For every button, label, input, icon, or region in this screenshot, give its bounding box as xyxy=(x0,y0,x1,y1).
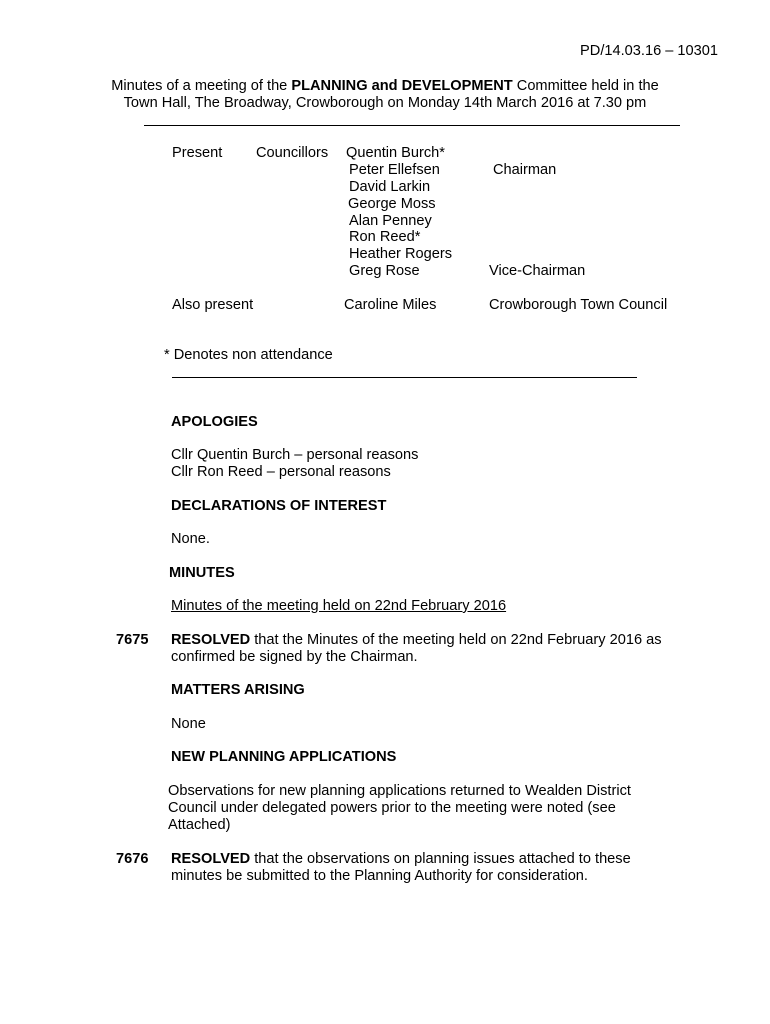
member-name: David Larkin xyxy=(349,179,431,195)
councillors-label: Councillors xyxy=(256,145,329,161)
matters-arising-text: None xyxy=(171,716,206,732)
resolution-text: that the Minutes of the meeting held on 22nd February 2016 as xyxy=(250,632,662,648)
apology-line: Cllr Ron Reed – personal reasons xyxy=(171,464,391,480)
attendance-divider xyxy=(172,377,637,378)
resolved-label: RESOLVED xyxy=(171,851,251,867)
minutes-heading: MINUTES xyxy=(169,565,235,581)
also-present-name: Caroline Miles xyxy=(344,297,437,313)
apology-line: Cllr Quentin Burch – personal reasons xyxy=(171,447,419,463)
committee-name: PLANNING and DEVELOPMENT xyxy=(291,78,513,94)
applications-note-line: Council under delegated powers prior to the meeting were noted (see xyxy=(168,800,616,816)
resolution-7676-line2: minutes be submitted to the Planning Authority for consideration. xyxy=(171,868,588,884)
new-applications-heading: NEW PLANNING APPLICATIONS xyxy=(171,749,397,765)
declarations-heading: DECLARATIONS OF INTEREST xyxy=(171,498,387,514)
member-name: Quentin Burch* xyxy=(346,145,445,161)
member-name: Peter Ellefsen xyxy=(349,162,440,178)
minutes-subheading: Minutes of the meeting held on 22nd February 2016 xyxy=(171,598,507,614)
document-title-line2: Town Hall, The Broadway, Crowborough on Monday 14th March 2016 at 7.30 pm xyxy=(123,95,647,111)
member-name: Ron Reed* xyxy=(349,229,421,245)
item-number: 7675 xyxy=(116,632,149,648)
member-role: Chairman xyxy=(493,162,557,178)
title-divider xyxy=(144,125,680,126)
non-attendance-note: * Denotes non attendance xyxy=(164,347,333,363)
also-present-org: Crowborough Town Council xyxy=(489,297,668,313)
member-name: Alan Penney xyxy=(349,213,432,229)
applications-note-line: Observations for new planning applications returned to Wealden District xyxy=(168,783,631,799)
member-name: Greg Rose xyxy=(349,263,420,279)
member-role: Vice-Chairman xyxy=(489,263,586,279)
resolution-text: that the observations on planning issues attached to these xyxy=(250,851,631,867)
declarations-text: None. xyxy=(171,531,210,547)
document-reference: PD/14.03.16 – 10301 xyxy=(580,43,718,59)
title-prefix: Minutes of a meeting of the xyxy=(111,78,292,94)
also-present-label: Also present xyxy=(172,297,254,313)
document-title xyxy=(0,78,770,95)
member-name: George Moss xyxy=(348,196,436,212)
resolution-7675-line2: confirmed be signed by the Chairman. xyxy=(171,649,418,665)
matters-arising-heading: MATTERS ARISING xyxy=(171,682,305,698)
title-suffix: Committee held in the xyxy=(512,78,659,94)
applications-note-line: Attached) xyxy=(168,817,231,833)
present-label: Present xyxy=(172,145,223,161)
apologies-heading: APOLOGIES xyxy=(171,414,258,430)
resolved-label: RESOLVED xyxy=(171,632,251,648)
item-number: 7676 xyxy=(116,851,149,867)
resolution-7676 xyxy=(171,851,631,868)
resolution-7675 xyxy=(171,632,662,649)
member-name: Heather Rogers xyxy=(349,246,453,262)
